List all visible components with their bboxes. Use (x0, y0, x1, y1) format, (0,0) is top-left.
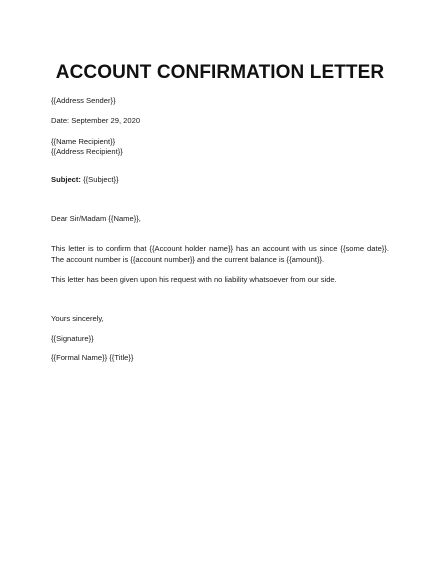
subject-label: Subject: (51, 175, 81, 184)
date-line: Date: September 29, 2020 (51, 116, 141, 125)
recipient-address: {{Address Recipient}} (51, 147, 123, 156)
signature: {{Signature}} (51, 334, 94, 343)
recipient-name: {{Name Recipient}} (51, 137, 116, 146)
subject-value: {{Subject}} (80, 175, 119, 184)
salutation: Dear Sir/Madam {{Name}}, (51, 214, 141, 223)
sender-address: {{Address Sender}} (51, 96, 116, 105)
letter-title: ACCOUNT CONFIRMATION LETTER (55, 62, 385, 83)
subject-line (51, 175, 119, 185)
body-paragraph-1: This letter is to confirm that {{Account holder name}} has an account with us since {{some date}}. The account number is {{account number}} and the current balance is {{amount}}. (51, 244, 389, 264)
closing: Yours sincerely, (51, 314, 104, 323)
body-paragraph-2: This letter has been given upon his request with no liability whatsoever from our side. (51, 275, 337, 284)
formal-name-title: {{Formal Name}} {{Title}} (51, 353, 134, 362)
